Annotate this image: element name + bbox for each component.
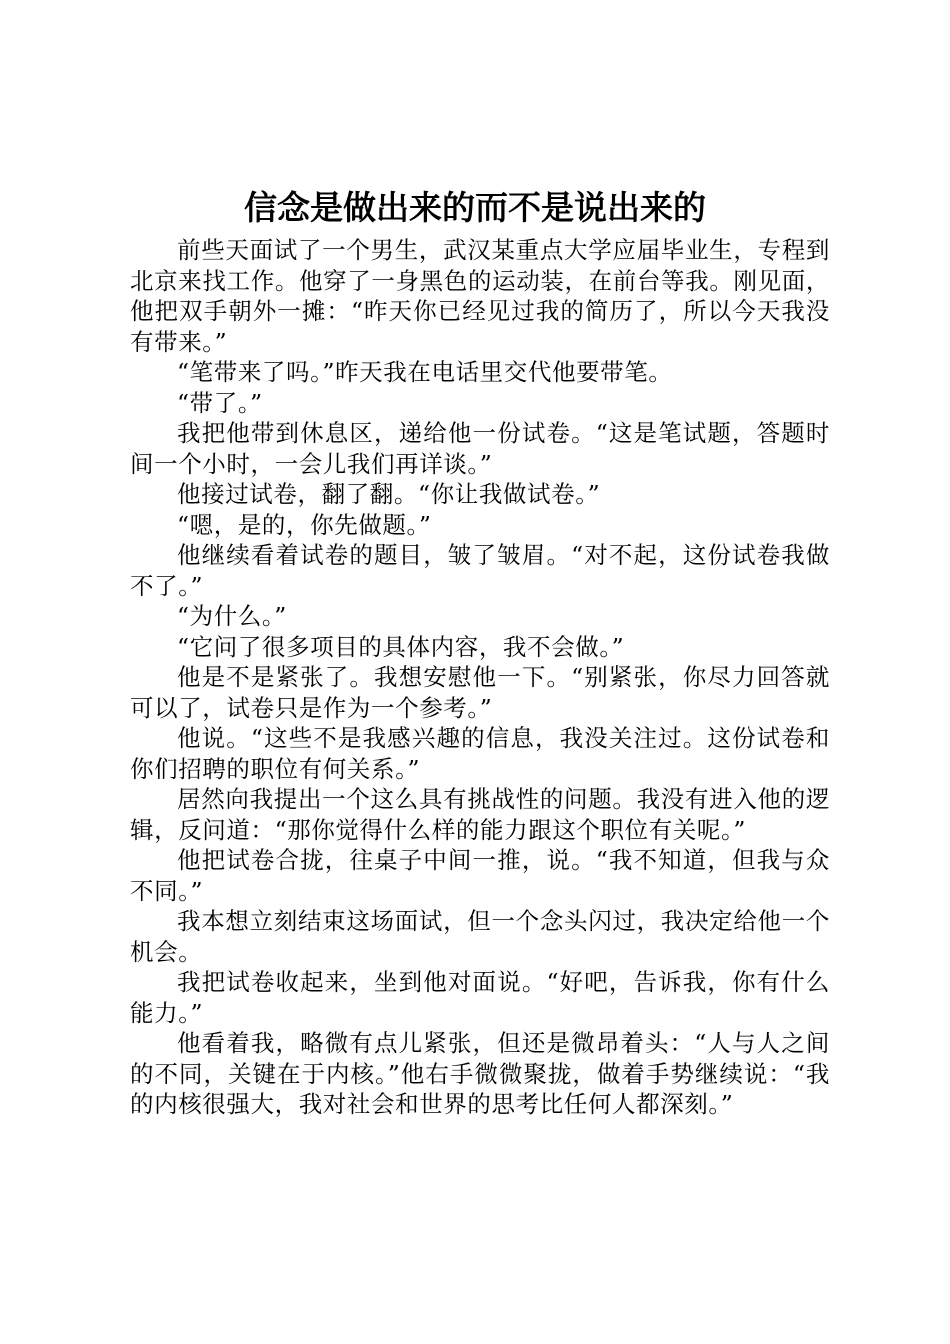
paragraph: 前些天面试了一个男生，武汉某重点大学应届毕业生，专程到北京来找工作。他穿了一身黑色的运动装，在前台等我。刚见面，他把双手朝外一摊：“昨天你已经见过我的简历了，所以今天我没有带来。” [130,236,830,356]
paragraph: 他看着我，略微有点儿紧张，但还是微昂着头：“人与人之间的不同，关键在于内核。”他右手微微聚拢，做着手势继续说：“我的内核很强大，我对社会和世界的思考比任何人都深刻。” [130,1029,830,1118]
document-title: 信念是做出来的而不是说出来的 [244,188,706,227]
paragraph: 他说。“这些不是我感兴趣的信息，我没关注过。这份试卷和你们招聘的职位有何关系。” [130,724,830,783]
paragraph: 他把试卷合拢，往桌子中间一推，说。“我不知道，但我与众不同。” [130,846,830,905]
paragraph: “它问了很多项目的具体内容，我不会做。” [177,632,625,661]
paragraph: 居然向我提出一个这么具有挑战性的问题。我没有进入他的逻辑，反问道：“那你觉得什么样的能力跟这个职位有关呢。” [130,785,830,844]
paragraph: “嗯，是的，你先做题。” [177,510,432,539]
paragraph: “带了。” [177,388,263,417]
paragraph: “为什么。” [177,602,287,630]
paragraph: “笔带来了吗。”昨天我在电话里交代他要带笔。 [177,358,673,386]
paragraph: 他接过试卷，翻了翻。“你让我做试卷。” [177,480,601,508]
paragraph: 我本想立刻结束这场面试，但一个念头闪过，我决定给他一个机会。 [130,907,830,966]
paragraph: 我把他带到休息区，递给他一份试卷。“这是笔试题，答题时间一个小时，一会儿我们再详谈。” [130,419,830,478]
paragraph: 我把试卷收起来，坐到他对面说。“好吧，告诉我，你有什么能力。” [130,968,830,1027]
paragraph: 他继续看着试卷的题目，皱了皱眉。“对不起，这份试卷我做不了。” [130,541,830,600]
paragraph: 他是不是紧张了。我想安慰他一下。“别紧张，你尽力回答就可以了，试卷只是作为一个参考。” [130,663,830,722]
document-body [130,235,830,1120]
